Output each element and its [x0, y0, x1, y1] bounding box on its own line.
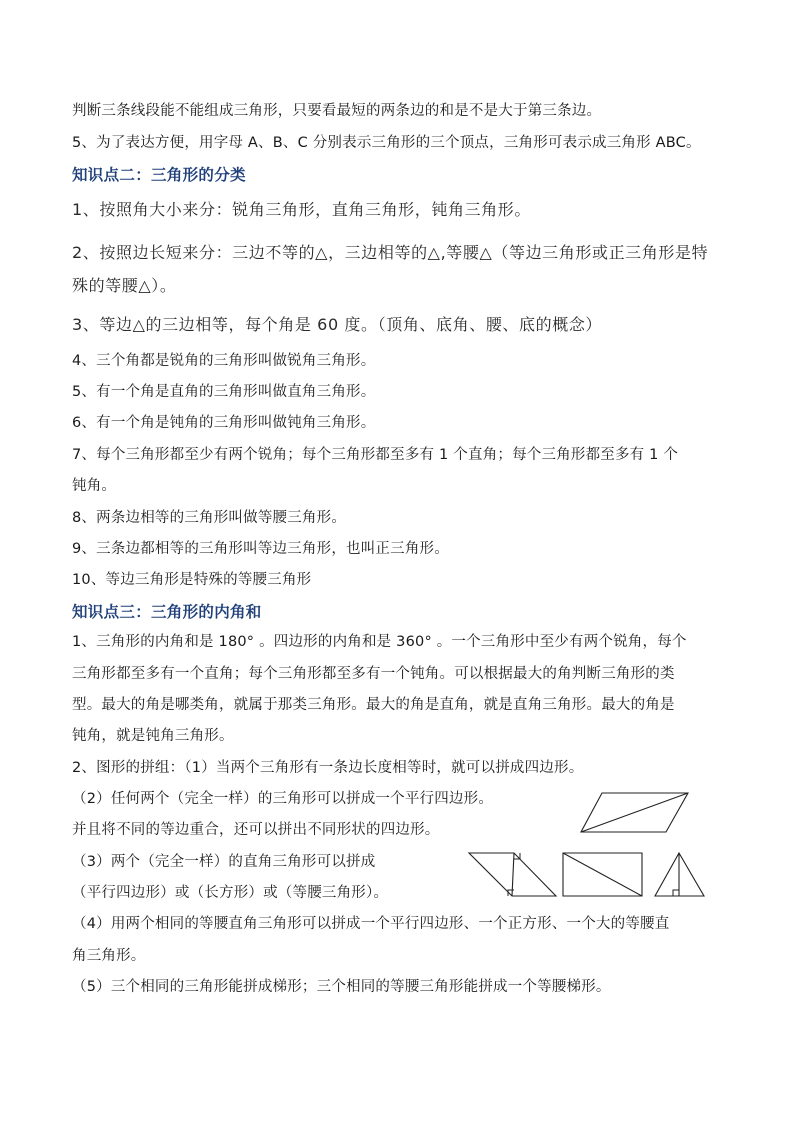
text-line: 4、三个角都是锐角的三角形叫做锐角三角形。 [72, 353, 376, 369]
right-triangles-parallelogram-figure [468, 852, 558, 898]
text-line: 7、每个三角形都至少有两个锐角；每个三角形都至多有 1 个直角；每个三角形都至多有 1 个 [72, 447, 679, 463]
text-line: 10、等边三角形是特殊的等腰三角形 [72, 572, 312, 588]
text-line: 型。最大的角是哪类角，就属于那类三角形。最大的角是直角，就是直角三角形。最大的角是 [72, 697, 675, 713]
text-line: 判断三条线段能不能组成三角形，只要看最短的两条边的和是不是大于第三条边。 [72, 103, 602, 119]
text-line: （4）用两个相同的等腰直角三角形可以拼成一个平行四边形、一个正方形、一个大的等腰直 [72, 916, 670, 932]
text-line: 钝角，就是钝角三角形。 [72, 728, 234, 744]
text-line: 三角形都至多有一个直角；每个三角形都至多有一个钝角。可以根据最大的角判断三角形的类 [72, 666, 675, 682]
section-heading-2: 知识点二：三角形的分类 [72, 166, 246, 184]
text-line: 3、等边△的三边相等，每个角是 60 度。（顶角、底角、腰、底的概念） [72, 315, 603, 334]
rectangle-diagonal [563, 853, 642, 896]
isosceles-triangle-figure [654, 852, 706, 898]
text-line: 1、按照角大小来分：锐角三角形，直角三角形，钝角三角形。 [72, 200, 531, 219]
text-line: （3）两个（完全一样）的直角三角形可以拼成 [72, 854, 376, 870]
right-angle-mark [673, 890, 679, 896]
text-line: 5、有一个角是直角的三角形叫做直角三角形。 [72, 384, 376, 400]
text-line: 8、两条边相等的三角形叫做等腰三角形。 [72, 510, 347, 526]
text-line: 2、按照边长短来分：三边不等的△，三边相等的△,等腰△（等边三角形或正三角形是特 [72, 243, 709, 262]
text-line: 9、三条边都相等的三角形叫等边三角形，也叫正三角形。 [72, 541, 449, 557]
text-line: （5）三个相同的三角形能拼成梯形；三个相同的等腰三角形能拼成一个等腰梯形。 [72, 979, 611, 995]
text-line: （平行四边形）或（长方形）或（等腰三角形）。 [72, 885, 389, 901]
parallelogram-figure [580, 792, 690, 834]
rectangle-figure [562, 852, 644, 898]
parallelogram-diagonal [581, 793, 688, 832]
text-line: 5、为了表达方便，用字母 A、B、C 分别表示三角形的三个顶点，三角形可表示成三角形 ABC。 [72, 135, 701, 151]
text-line: 角三角形。 [72, 948, 146, 964]
text-line: 6、有一个角是钝角的三角形叫做钝角三角形。 [72, 415, 376, 431]
text-line: 殊的等腰△）。 [72, 276, 177, 295]
text-line: 并且将不同的等边重合，还可以拼出不同形状的四边形。 [72, 822, 440, 838]
text-line: （2）任何两个（完全一样）的三角形可以拼成一个平行四边形。 [72, 791, 494, 807]
section-heading-3: 知识点三：三角形的内角和 [72, 603, 262, 621]
text-line: 钝角。 [72, 478, 117, 494]
text-line: 1、三角形的内角和是 180° 。四边形的内角和是 360° 。一个三角形中至少有两个锐角，每个 [72, 634, 687, 650]
text-line: 2、图形的拼组：（1）当两个三角形有一条边长度相等时，就可以拼成四边形。 [72, 760, 584, 776]
